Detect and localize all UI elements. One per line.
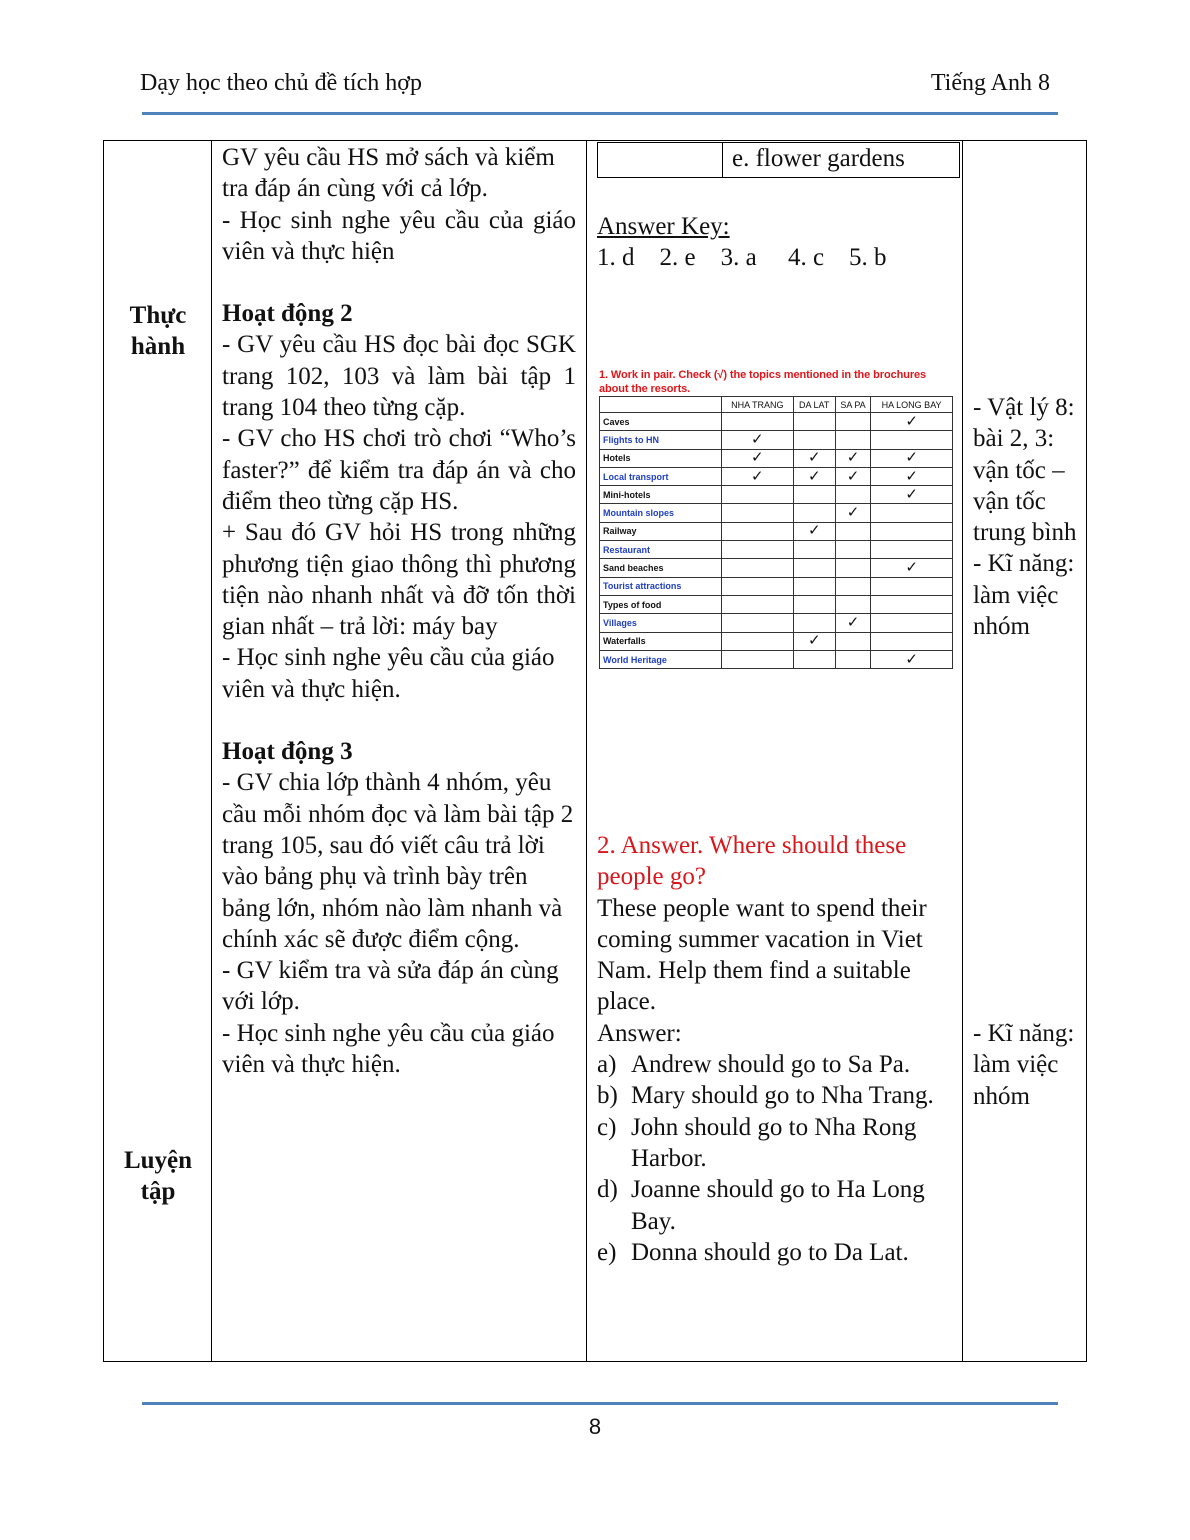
- header-cell: HA LONG BAY: [871, 397, 953, 413]
- worksheet-rows: [600, 413, 953, 669]
- empty-cell: [793, 559, 835, 577]
- header-title: Dạy học theo chủ đề tích hợp: [140, 70, 422, 96]
- empty-cell: [722, 486, 794, 504]
- topic-cell: Restaurant: [600, 541, 722, 559]
- topic-cell: Local transport: [600, 467, 722, 485]
- page-header: [140, 70, 1050, 104]
- paragraph: - GV cho HS chơi trò chơi “Who’s faster?” để kiểm tra đáp án và cho điểm theo từng cặp HS.: [222, 425, 576, 515]
- answer-key-label: Answer Key:: [597, 213, 730, 240]
- table-row: [600, 650, 953, 668]
- empty-cell: [793, 504, 835, 522]
- empty-cell: [871, 522, 953, 540]
- topic-cell: Types of food: [600, 595, 722, 613]
- check-mark-icon: ✓: [722, 449, 794, 467]
- worksheet-image: [599, 368, 954, 669]
- answer-text: Mary should go to Nha Trang.: [631, 1082, 934, 1110]
- empty-cell: [835, 650, 870, 668]
- empty-cell: [722, 504, 794, 522]
- answer-label: a): [597, 1051, 617, 1079]
- answer-key-block: [597, 211, 953, 274]
- note-text: - Vật lý 8: bài 2, 3: vận tốc – vận tốc trung bình: [973, 394, 1077, 547]
- empty-cell: [722, 650, 794, 668]
- empty-cell: [793, 650, 835, 668]
- table-row: [600, 614, 953, 632]
- worksheet-title: 1. Work in pair. Check (√) the topics mentioned in the brochures about the resorts.: [599, 369, 927, 395]
- empty-cell: [793, 577, 835, 595]
- empty-cell: [722, 595, 794, 613]
- answer-item: [597, 1174, 953, 1237]
- check-mark-icon: ✓: [871, 486, 953, 504]
- check-mark-icon: ✓: [871, 413, 953, 431]
- answer-label: d): [597, 1176, 618, 1204]
- integration-note: [973, 1018, 1078, 1112]
- topic-cell: Waterfalls: [600, 632, 722, 650]
- check-mark-icon: ✓: [871, 559, 953, 577]
- page-number: 8: [588, 1414, 602, 1439]
- header-cell: SA PA: [835, 397, 870, 413]
- check-mark-icon: ✓: [722, 431, 794, 449]
- integration-note: [973, 392, 1078, 642]
- table-row: [600, 559, 953, 577]
- empty-cell: [835, 522, 870, 540]
- empty-cell: [871, 614, 953, 632]
- table-row: [600, 541, 953, 559]
- check-mark-icon: ✓: [871, 650, 953, 668]
- topic-cell: Caves: [600, 413, 722, 431]
- paragraph: - GV kiểm tra và sửa đáp án cùng với lớp.: [222, 957, 559, 1016]
- stage-training: [104, 1145, 212, 1207]
- column-divider: [962, 140, 963, 1362]
- empty-cell: [835, 486, 870, 504]
- table-row: [600, 467, 953, 485]
- answer-key: 1. d 2. e 3. a 4. c 5. b: [597, 244, 887, 272]
- stage-text: hành: [130, 333, 186, 360]
- empty-cell: [871, 595, 953, 613]
- answer-text: Andrew should go to Sa Pa.: [631, 1051, 911, 1079]
- topic-cell: Tourist attractions: [600, 577, 722, 595]
- empty-cell: [835, 577, 870, 595]
- table-row: [600, 632, 953, 650]
- answer-text: Joanne should go to Ha Long Bay.: [631, 1176, 925, 1235]
- check-mark-icon: ✓: [835, 504, 870, 522]
- activities-column: [222, 142, 576, 1080]
- task-2-description: These people want to spend their coming summer vacation in Viet Nam. Help them find a suitable place.: [597, 894, 927, 1016]
- empty-cell: [722, 413, 794, 431]
- answer-item: [597, 1080, 953, 1111]
- empty-cell: [793, 413, 835, 431]
- empty-cell: [871, 504, 953, 522]
- table-row: [600, 449, 953, 467]
- topic-cell: Mini-hotels: [600, 486, 722, 504]
- task-2-block: [597, 830, 953, 1268]
- header-cell: NHA TRANG: [722, 397, 794, 413]
- empty-cell: [722, 632, 794, 650]
- note-text: - Kĩ năng: làm việc nhóm: [973, 1020, 1075, 1110]
- check-mark-icon: ✓: [793, 522, 835, 540]
- topic-cell: World Heritage: [600, 650, 722, 668]
- paragraph: - GV yêu cầu HS đọc bài đọc SGK trang 102, 103 và làm bài tập 1 trang 104 theo từng cặp.: [222, 331, 576, 422]
- check-mark-icon: ✓: [835, 449, 870, 467]
- empty-cell: [835, 541, 870, 559]
- header-divider: [142, 112, 1058, 115]
- empty-cell: [871, 541, 953, 559]
- empty-cell: [835, 431, 870, 449]
- header-subject: Tiếng Anh 8: [930, 70, 1050, 96]
- check-mark-icon: ✓: [835, 614, 870, 632]
- empty-cell: [871, 431, 953, 449]
- empty-cell: [722, 614, 794, 632]
- task-2-title: 2. Answer. Where should these people go?: [597, 832, 907, 891]
- empty-cell: [793, 595, 835, 613]
- check-mark-icon: ✓: [793, 632, 835, 650]
- answer-text: John should go to Nha Rong Harbor.: [631, 1113, 917, 1172]
- check-mark-icon: ✓: [793, 449, 835, 467]
- stage-text: tập: [140, 1178, 176, 1205]
- answer-table-fragment: [597, 142, 960, 178]
- answer-label: c): [597, 1113, 617, 1141]
- empty-cell: [871, 577, 953, 595]
- answer-list: [597, 1049, 953, 1268]
- topic-cell: Flights to HN: [600, 431, 722, 449]
- paragraph: - Học sinh nghe yêu cầu của giáo viên và thực hiện.: [222, 1019, 555, 1079]
- empty-cell: [835, 595, 870, 613]
- check-mark-icon: ✓: [722, 467, 794, 485]
- activity-3-title: Hoạt động 3: [222, 738, 353, 766]
- stage-text: Luyện: [123, 1147, 193, 1174]
- empty-cell: [722, 522, 794, 540]
- answer-item: [597, 1112, 953, 1175]
- topic-cell: Mountain slopes: [600, 504, 722, 522]
- worksheet-table: [599, 396, 953, 669]
- stage-practice: [104, 300, 212, 362]
- column-divider: [586, 140, 587, 1362]
- answer-label: Answer:: [597, 1019, 682, 1047]
- empty-cell: [722, 577, 794, 595]
- paragraph: GV yêu cầu HS mở sách và kiểm tra đáp án cùng với cả lớp.: [222, 144, 555, 203]
- table-row: [600, 577, 953, 595]
- answer-item: [597, 1049, 953, 1080]
- header-cell: [600, 397, 722, 413]
- paragraph: - Học sinh nghe yêu cầu của giáo viên và thực hiện: [222, 206, 576, 265]
- answer-text: Donna should go to Da Lat.: [631, 1238, 909, 1266]
- topic-cell: Hotels: [600, 449, 722, 467]
- footer-divider: [142, 1402, 1058, 1405]
- empty-cell: [793, 541, 835, 559]
- table-cell: e. flower gardens: [732, 145, 905, 172]
- activity-2-title: Hoạt động 2: [222, 300, 353, 328]
- empty-cell: [793, 431, 835, 449]
- check-mark-icon: ✓: [871, 467, 953, 485]
- header-cell: DA LAT: [793, 397, 835, 413]
- empty-cell: [722, 559, 794, 577]
- empty-cell: [871, 632, 953, 650]
- check-mark-icon: ✓: [793, 467, 835, 485]
- paragraph: - GV chia lớp thành 4 nhóm, yêu cầu mỗi nhóm đọc và làm bài tập 2 trang 105, sau đó viết câu trả lời vào bảng phụ và trình bày trên bảng lớn, nhóm nào làm nhanh và chính xác sẽ được điểm cộng.: [222, 769, 574, 953]
- empty-cell: [835, 559, 870, 577]
- table-row: [600, 595, 953, 613]
- table-row: [600, 504, 953, 522]
- empty-cell: [835, 413, 870, 431]
- table-row: [600, 522, 953, 540]
- answer-label: e): [597, 1238, 617, 1266]
- empty-cell: [835, 632, 870, 650]
- answer-item: [597, 1237, 953, 1268]
- note-text: - Kĩ năng: làm việc nhóm: [973, 550, 1075, 641]
- paragraph: + Sau đó GV hỏi HS trong những phương tiện giao thông thì phương tiện nào nhanh nhất và đỡ tốn thời gian nhất – trả lời: máy bay: [222, 519, 576, 641]
- answer-label: b): [597, 1082, 618, 1110]
- empty-cell: [722, 541, 794, 559]
- empty-cell: [793, 614, 835, 632]
- table-row: [600, 486, 953, 504]
- stage-text: Thực: [129, 302, 187, 329]
- topic-cell: Sand beaches: [600, 559, 722, 577]
- empty-cell: [793, 486, 835, 504]
- topic-cell: Villages: [600, 614, 722, 632]
- paragraph: - Học sinh nghe yêu cầu của giáo viên và thực hiện.: [222, 644, 555, 703]
- table-row: [600, 431, 953, 449]
- check-mark-icon: ✓: [871, 449, 953, 467]
- check-mark-icon: ✓: [835, 467, 870, 485]
- topic-cell: Railway: [600, 522, 722, 540]
- table-row: [600, 413, 953, 431]
